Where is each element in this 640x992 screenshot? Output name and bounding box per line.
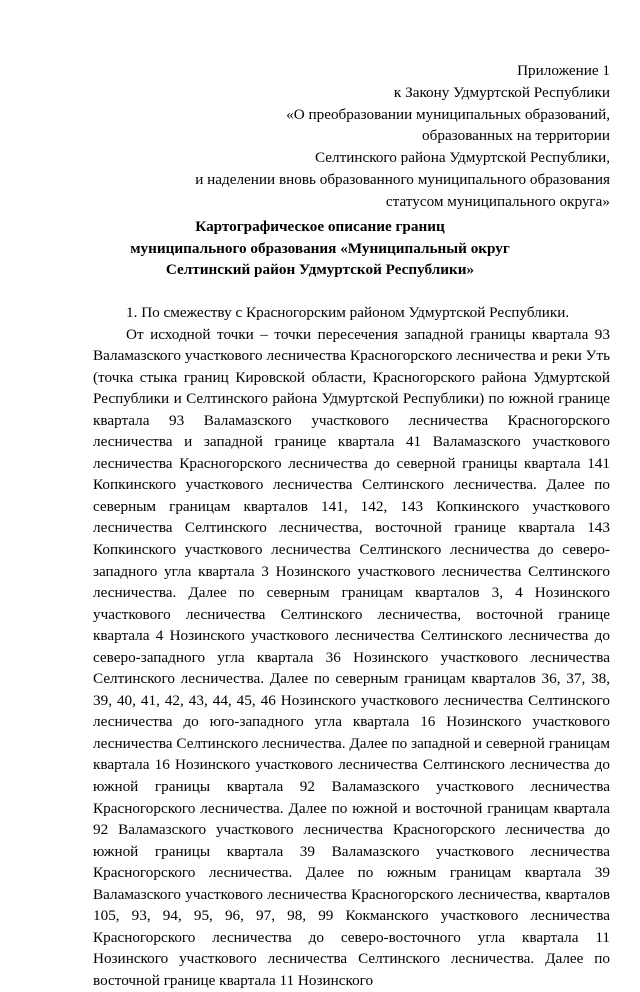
appendix-line: «О преобразовании муниципальных образований, — [286, 105, 610, 123]
appendix-header — [90, 60, 610, 213]
title-line: муниципального образования «Муниципальный округ — [130, 239, 510, 257]
document-body — [93, 302, 610, 992]
title-line: Картографическое описание границ — [195, 218, 445, 235]
section-heading: 1. По смежеству с Красногорским районом Удмуртской Республики. — [126, 304, 570, 321]
appendix-line: Приложение 1 — [517, 62, 610, 79]
document-title — [0, 216, 640, 281]
title-line: Селтинский район Удмуртской Республики» — [165, 261, 475, 278]
body-paragraph: От исходной точки – точки пересечения западной границы квартала 93 Валамазского участкового лесничества Красногорского лесничества и реки Уть (точка стыка границ Кировской области, Красногорского района Удмуртской Республики и Селтинского района Удмуртской Республики) по южной границе квартала 93 Валамазского участкового лесничества Красногорского лесничества и западной границе квартала 41 Валамазского участкового лесничества Красногорского лесничества до северной границы квартала 141 Копкинского участкового лесничества Селтинского лесничества. Далее по северным границам кварталов 141, 142, 143 Копкинского участкового лесничества Селтинского лесничества, восточной границе квартала 143 Копкинского участкового лесничества Селтинского лесничества до северо-западного угла квартала 3 Нозинского участкового лесничества Селтинского лесничества. Далее по северным границам кварталов 3, 4 Нозинского участкового лесничества Селтинского лесничества, восточной границе квартала 4 Нозинского участкового лесничества Селтинского лесничества до северо-западного угла квартала 36 Нозинского участкового лесничества Селтинского лесничества. Далее по северным границам кварталов 36, 37, 38, 39, 40, 41, 42, 43, 44, 45, 46 Нозинского участкового лесничества Селтинского лесничества до юго-западного угла квартала 16 Нозинского участкового лесничества Селтинского лесничества. Далее по западной и северной границам квартала 16 Нозинского участкового лесничества Селтинского лесничества до южной границы квартала 92 Валамазского участкового лесничества Красногорского лесничества. Далее по южной и восточной границам квартала 92 Валамазского участкового лесничества Красногорского лесничества до южной границы квартала 39 Валамазского участкового лесничества Красногорского лесничества. Далее по южным границам квартала 39 Валамазского участкового лесничества Красногорского лесничества, кварталов 105, 93, 94, 95, 96, 97, 98, 99 Кокманского участкового лесничества Красногорского лесничества до северо-восточного угла квартала 11 Нозинского участкового лесничества Селтинского лесничества. Далее по восточной границе квартала 11 Нозинского — [93, 325, 610, 989]
appendix-line: и наделении вновь образованного муниципального образования — [195, 170, 610, 188]
appendix-line: Селтинского района Удмуртской Республики, — [314, 149, 610, 167]
appendix-line: образованных на территории — [422, 127, 610, 145]
appendix-line: к Закону Удмуртской Республики — [393, 83, 610, 101]
appendix-line: статусом муниципального округа» — [385, 192, 610, 210]
